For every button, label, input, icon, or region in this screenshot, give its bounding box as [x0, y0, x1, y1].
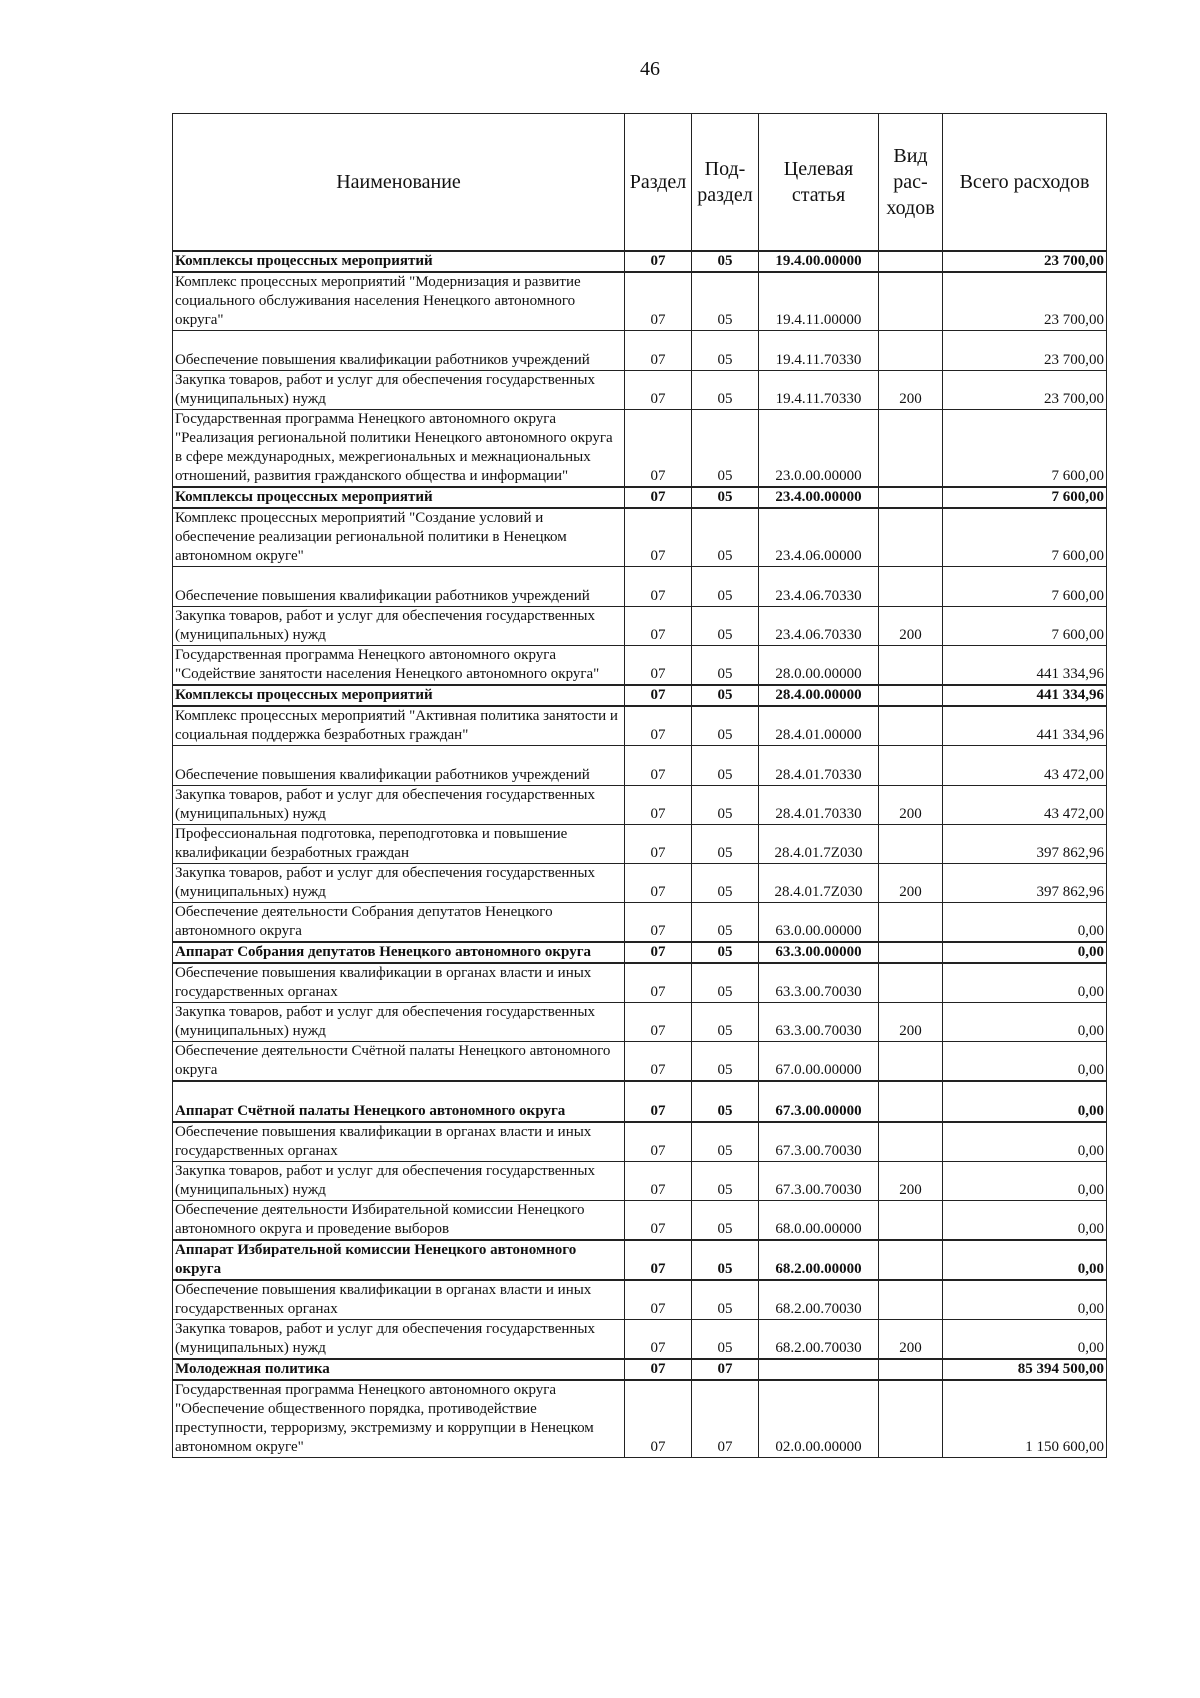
cell-subsection: 07: [692, 1359, 759, 1380]
cell-subsection: 05: [692, 646, 759, 686]
table-row: [173, 786, 1107, 825]
table-row: [173, 903, 1107, 943]
cell-target: 67.0.00.00000: [759, 1042, 879, 1082]
cell-name: Обеспечение деятельности Избирательной комиссии Ненецкого автономного округа и проведение выборов: [173, 1201, 625, 1241]
cell-total: 7 600,00: [943, 567, 1107, 607]
cell-subsection: 05: [692, 903, 759, 943]
cell-total: 0,00: [943, 1201, 1107, 1241]
cell-target: 28.4.00.00000: [759, 685, 879, 706]
table-row: [173, 487, 1107, 508]
cell-type: 200: [879, 1320, 943, 1360]
cell-target: 19.4.11.00000: [759, 272, 879, 331]
cell-section: 07: [625, 746, 692, 786]
cell-subsection: 05: [692, 1162, 759, 1201]
cell-section: 07: [625, 251, 692, 272]
cell-type: [879, 746, 943, 786]
cell-section: 07: [625, 825, 692, 864]
cell-type: [879, 1081, 943, 1122]
cell-type: 200: [879, 786, 943, 825]
cell-type: [879, 410, 943, 488]
table-row: [173, 1380, 1107, 1458]
cell-subsection: 05: [692, 1081, 759, 1122]
cell-total: 0,00: [943, 942, 1107, 963]
cell-target: 67.3.00.00000: [759, 1081, 879, 1122]
cell-total: 7 600,00: [943, 487, 1107, 508]
cell-subsection: 05: [692, 371, 759, 410]
cell-section: 07: [625, 1380, 692, 1458]
cell-subsection: 05: [692, 331, 759, 371]
cell-section: 07: [625, 1122, 692, 1162]
cell-type: [879, 331, 943, 371]
cell-total: 397 862,96: [943, 864, 1107, 903]
cell-target: 67.3.00.70030: [759, 1122, 879, 1162]
cell-target: [759, 1359, 879, 1380]
cell-target: 63.3.00.00000: [759, 942, 879, 963]
cell-name: Аппарат Избирательной комиссии Ненецкого автономного округа: [173, 1240, 625, 1280]
cell-type: [879, 825, 943, 864]
table-row: [173, 864, 1107, 903]
cell-name: Молодежная политика: [173, 1359, 625, 1380]
cell-type: [879, 963, 943, 1003]
cell-total: 441 334,96: [943, 706, 1107, 746]
cell-type: [879, 685, 943, 706]
cell-name: Государственная программа Ненецкого автономного округа "Содействие занятости населения Ненецкого автономного округа": [173, 646, 625, 686]
cell-subsection: 05: [692, 1003, 759, 1042]
cell-type: [879, 1280, 943, 1320]
cell-target: 68.2.00.70030: [759, 1320, 879, 1360]
cell-target: 63.0.00.00000: [759, 903, 879, 943]
cell-total: 441 334,96: [943, 685, 1107, 706]
cell-type: [879, 1201, 943, 1241]
cell-name: Обеспечение повышения квалификации работников учреждений: [173, 567, 625, 607]
table-row: [173, 706, 1107, 746]
header-target: Целевая статья: [759, 114, 879, 252]
table-row: [173, 508, 1107, 567]
cell-name: Закупка товаров, работ и услуг для обеспечения государственных (муниципальных) нужд: [173, 607, 625, 646]
cell-total: 23 700,00: [943, 331, 1107, 371]
cell-subsection: 05: [692, 825, 759, 864]
cell-name: Обеспечение повышения квалификации в органах власти и иных государственных органах: [173, 963, 625, 1003]
cell-target: 28.4.01.7Z030: [759, 864, 879, 903]
cell-subsection: 05: [692, 487, 759, 508]
cell-subsection: 05: [692, 1280, 759, 1320]
table-row: [173, 371, 1107, 410]
cell-name: Обеспечение повышения квалификации работников учреждений: [173, 746, 625, 786]
cell-section: 07: [625, 1081, 692, 1122]
cell-section: 07: [625, 1042, 692, 1082]
cell-type: 200: [879, 371, 943, 410]
cell-name: Комплексы процессных мероприятий: [173, 487, 625, 508]
cell-type: [879, 487, 943, 508]
cell-name: Аппарат Счётной палаты Ненецкого автономного округа: [173, 1081, 625, 1122]
cell-target: 67.3.00.70030: [759, 1162, 879, 1201]
cell-section: 07: [625, 963, 692, 1003]
cell-name: Обеспечение повышения квалификации в органах власти и иных государственных органах: [173, 1280, 625, 1320]
table-row: [173, 1201, 1107, 1241]
cell-target: 68.2.00.00000: [759, 1240, 879, 1280]
cell-section: 07: [625, 1162, 692, 1201]
cell-total: 7 600,00: [943, 607, 1107, 646]
table-row: [173, 331, 1107, 371]
page-number: 46: [640, 58, 660, 80]
cell-subsection: 05: [692, 942, 759, 963]
cell-target: 63.3.00.70030: [759, 1003, 879, 1042]
table-row: [173, 1003, 1107, 1042]
cell-target: 19.4.11.70330: [759, 371, 879, 410]
table-row: [173, 963, 1107, 1003]
cell-subsection: 05: [692, 272, 759, 331]
cell-type: 200: [879, 1162, 943, 1201]
cell-name: Закупка товаров, работ и услуг для обеспечения государственных (муниципальных) нужд: [173, 371, 625, 410]
cell-name: Комплекс процессных мероприятий "Модернизация и развитие социального обслуживания населения Ненецкого автономного округа": [173, 272, 625, 331]
cell-section: 07: [625, 1359, 692, 1380]
cell-type: [879, 1240, 943, 1280]
cell-total: 0,00: [943, 1081, 1107, 1122]
table-row: [173, 567, 1107, 607]
cell-subsection: 05: [692, 706, 759, 746]
cell-subsection: 05: [692, 1240, 759, 1280]
cell-name: Государственная программа Ненецкого автономного округа "Обеспечение общественного порядка, противодействие преступности, терроризму, экстремизму и коррупции в Ненецком автономном округе": [173, 1380, 625, 1458]
cell-type: [879, 508, 943, 567]
cell-subsection: 05: [692, 864, 759, 903]
cell-target: 28.4.01.70330: [759, 746, 879, 786]
cell-total: 1 150 600,00: [943, 1380, 1107, 1458]
cell-name: Комплекс процессных мероприятий "Активная политика занятости и социальная поддержка безработных граждан": [173, 706, 625, 746]
cell-type: [879, 706, 943, 746]
table-row: [173, 410, 1107, 488]
cell-total: 441 334,96: [943, 646, 1107, 686]
cell-target: 68.2.00.70030: [759, 1280, 879, 1320]
cell-total: 85 394 500,00: [943, 1359, 1107, 1380]
cell-total: 0,00: [943, 1320, 1107, 1360]
cell-target: 23.4.06.70330: [759, 567, 879, 607]
cell-target: 23.4.06.00000: [759, 508, 879, 567]
table-row: [173, 1320, 1107, 1360]
cell-total: 0,00: [943, 1162, 1107, 1201]
cell-name: Обеспечение деятельности Собрания депутатов Ненецкого автономного округа: [173, 903, 625, 943]
cell-name: Закупка товаров, работ и услуг для обеспечения государственных (муниципальных) нужд: [173, 1003, 625, 1042]
cell-section: 07: [625, 487, 692, 508]
cell-type: [879, 251, 943, 272]
cell-section: 07: [625, 508, 692, 567]
cell-name: Обеспечение повышения квалификации работников учреждений: [173, 331, 625, 371]
table-row: [173, 1359, 1107, 1380]
cell-section: 07: [625, 371, 692, 410]
cell-type: 200: [879, 607, 943, 646]
cell-section: 07: [625, 1280, 692, 1320]
cell-name: Закупка товаров, работ и услуг для обеспечения государственных (муниципальных) нужд: [173, 1162, 625, 1201]
cell-name: Обеспечение деятельности Счётной палаты Ненецкого автономного округа: [173, 1042, 625, 1082]
table-row: [173, 1280, 1107, 1320]
cell-name: Комплексы процессных мероприятий: [173, 251, 625, 272]
cell-section: 07: [625, 1320, 692, 1360]
table-row: [173, 1122, 1107, 1162]
cell-subsection: 05: [692, 1320, 759, 1360]
cell-total: 0,00: [943, 1280, 1107, 1320]
cell-type: [879, 1122, 943, 1162]
cell-section: 07: [625, 706, 692, 746]
cell-total: 397 862,96: [943, 825, 1107, 864]
cell-subsection: 05: [692, 251, 759, 272]
cell-subsection: 05: [692, 1201, 759, 1241]
table-row: [173, 1162, 1107, 1201]
cell-target: 28.0.00.00000: [759, 646, 879, 686]
cell-target: 68.0.00.00000: [759, 1201, 879, 1241]
cell-name: Аппарат Собрания депутатов Ненецкого автономного округа: [173, 942, 625, 963]
table-row: [173, 251, 1107, 272]
cell-subsection: 05: [692, 1122, 759, 1162]
cell-section: 07: [625, 646, 692, 686]
cell-type: [879, 942, 943, 963]
cell-subsection: 05: [692, 786, 759, 825]
cell-total: 0,00: [943, 1122, 1107, 1162]
cell-total: 23 700,00: [943, 251, 1107, 272]
cell-name: Закупка товаров, работ и услуг для обеспечения государственных (муниципальных) нужд: [173, 786, 625, 825]
cell-target: 28.4.01.70330: [759, 786, 879, 825]
cell-type: [879, 272, 943, 331]
table-row: [173, 1042, 1107, 1082]
cell-type: [879, 903, 943, 943]
cell-total: 43 472,00: [943, 746, 1107, 786]
cell-total: 0,00: [943, 1003, 1107, 1042]
cell-section: 07: [625, 607, 692, 646]
cell-target: 02.0.00.00000: [759, 1380, 879, 1458]
cell-type: [879, 646, 943, 686]
cell-section: 07: [625, 864, 692, 903]
table-row: [173, 646, 1107, 686]
cell-name: Государственная программа Ненецкого автономного округа "Реализация региональной политики Ненецкого автономного округа в сфере международных, межрегиональных и межнациональных отношений, развития гражданского общества и информации": [173, 410, 625, 488]
cell-target: 23.4.06.70330: [759, 607, 879, 646]
table-header-row: [173, 114, 1107, 252]
cell-subsection: 05: [692, 567, 759, 607]
cell-subsection: 05: [692, 746, 759, 786]
cell-section: 07: [625, 903, 692, 943]
table-row: [173, 1081, 1107, 1122]
cell-type: [879, 567, 943, 607]
cell-total: 23 700,00: [943, 371, 1107, 410]
budget-table: [172, 113, 1107, 1458]
cell-name: Закупка товаров, работ и услуг для обеспечения государственных (муниципальных) нужд: [173, 864, 625, 903]
table-row: [173, 825, 1107, 864]
table-row: [173, 685, 1107, 706]
header-subsection: Под- раздел: [692, 114, 759, 252]
cell-name: Обеспечение повышения квалификации в органах власти и иных государственных органах: [173, 1122, 625, 1162]
cell-subsection: 05: [692, 963, 759, 1003]
cell-target: 19.4.11.70330: [759, 331, 879, 371]
cell-type: [879, 1042, 943, 1082]
cell-name: Комплексы процессных мероприятий: [173, 685, 625, 706]
cell-subsection: 05: [692, 685, 759, 706]
cell-section: 07: [625, 567, 692, 607]
header-total: Всего расходов: [943, 114, 1107, 252]
cell-total: 0,00: [943, 1240, 1107, 1280]
cell-section: 07: [625, 331, 692, 371]
cell-target: 28.4.01.00000: [759, 706, 879, 746]
header-section: Раздел: [625, 114, 692, 252]
table-body: [173, 251, 1107, 1458]
cell-type: [879, 1359, 943, 1380]
cell-total: 0,00: [943, 903, 1107, 943]
table-row: [173, 942, 1107, 963]
header-name: Наименование: [173, 114, 625, 252]
cell-target: 63.3.00.70030: [759, 963, 879, 1003]
cell-target: 28.4.01.7Z030: [759, 825, 879, 864]
cell-section: 07: [625, 786, 692, 825]
cell-total: 23 700,00: [943, 272, 1107, 331]
cell-total: 0,00: [943, 963, 1107, 1003]
cell-subsection: 05: [692, 607, 759, 646]
cell-subsection: 05: [692, 508, 759, 567]
cell-name: Закупка товаров, работ и услуг для обеспечения государственных (муниципальных) нужд: [173, 1320, 625, 1360]
header-type: Вид рас- ходов: [879, 114, 943, 252]
cell-total: 0,00: [943, 1042, 1107, 1082]
table-row: [173, 1240, 1107, 1280]
table-row: [173, 607, 1107, 646]
cell-type: 200: [879, 864, 943, 903]
cell-type: [879, 1380, 943, 1458]
cell-target: 23.0.00.00000: [759, 410, 879, 488]
cell-total: 7 600,00: [943, 410, 1107, 488]
table-row: [173, 272, 1107, 331]
cell-subsection: 07: [692, 1380, 759, 1458]
cell-section: 07: [625, 942, 692, 963]
cell-subsection: 05: [692, 1042, 759, 1082]
cell-name: Комплекс процессных мероприятий "Создание условий и обеспечение реализации региональной политики в Ненецком автономном округе": [173, 508, 625, 567]
cell-section: 07: [625, 410, 692, 488]
cell-section: 07: [625, 685, 692, 706]
cell-type: 200: [879, 1003, 943, 1042]
cell-total: 7 600,00: [943, 508, 1107, 567]
cell-section: 07: [625, 272, 692, 331]
cell-name: Профессиональная подготовка, переподготовка и повышение квалификации безработных граждан: [173, 825, 625, 864]
cell-subsection: 05: [692, 410, 759, 488]
cell-target: 23.4.00.00000: [759, 487, 879, 508]
cell-section: 07: [625, 1240, 692, 1280]
table-row: [173, 746, 1107, 786]
cell-section: 07: [625, 1201, 692, 1241]
cell-target: 19.4.00.00000: [759, 251, 879, 272]
cell-total: 43 472,00: [943, 786, 1107, 825]
cell-section: 07: [625, 1003, 692, 1042]
